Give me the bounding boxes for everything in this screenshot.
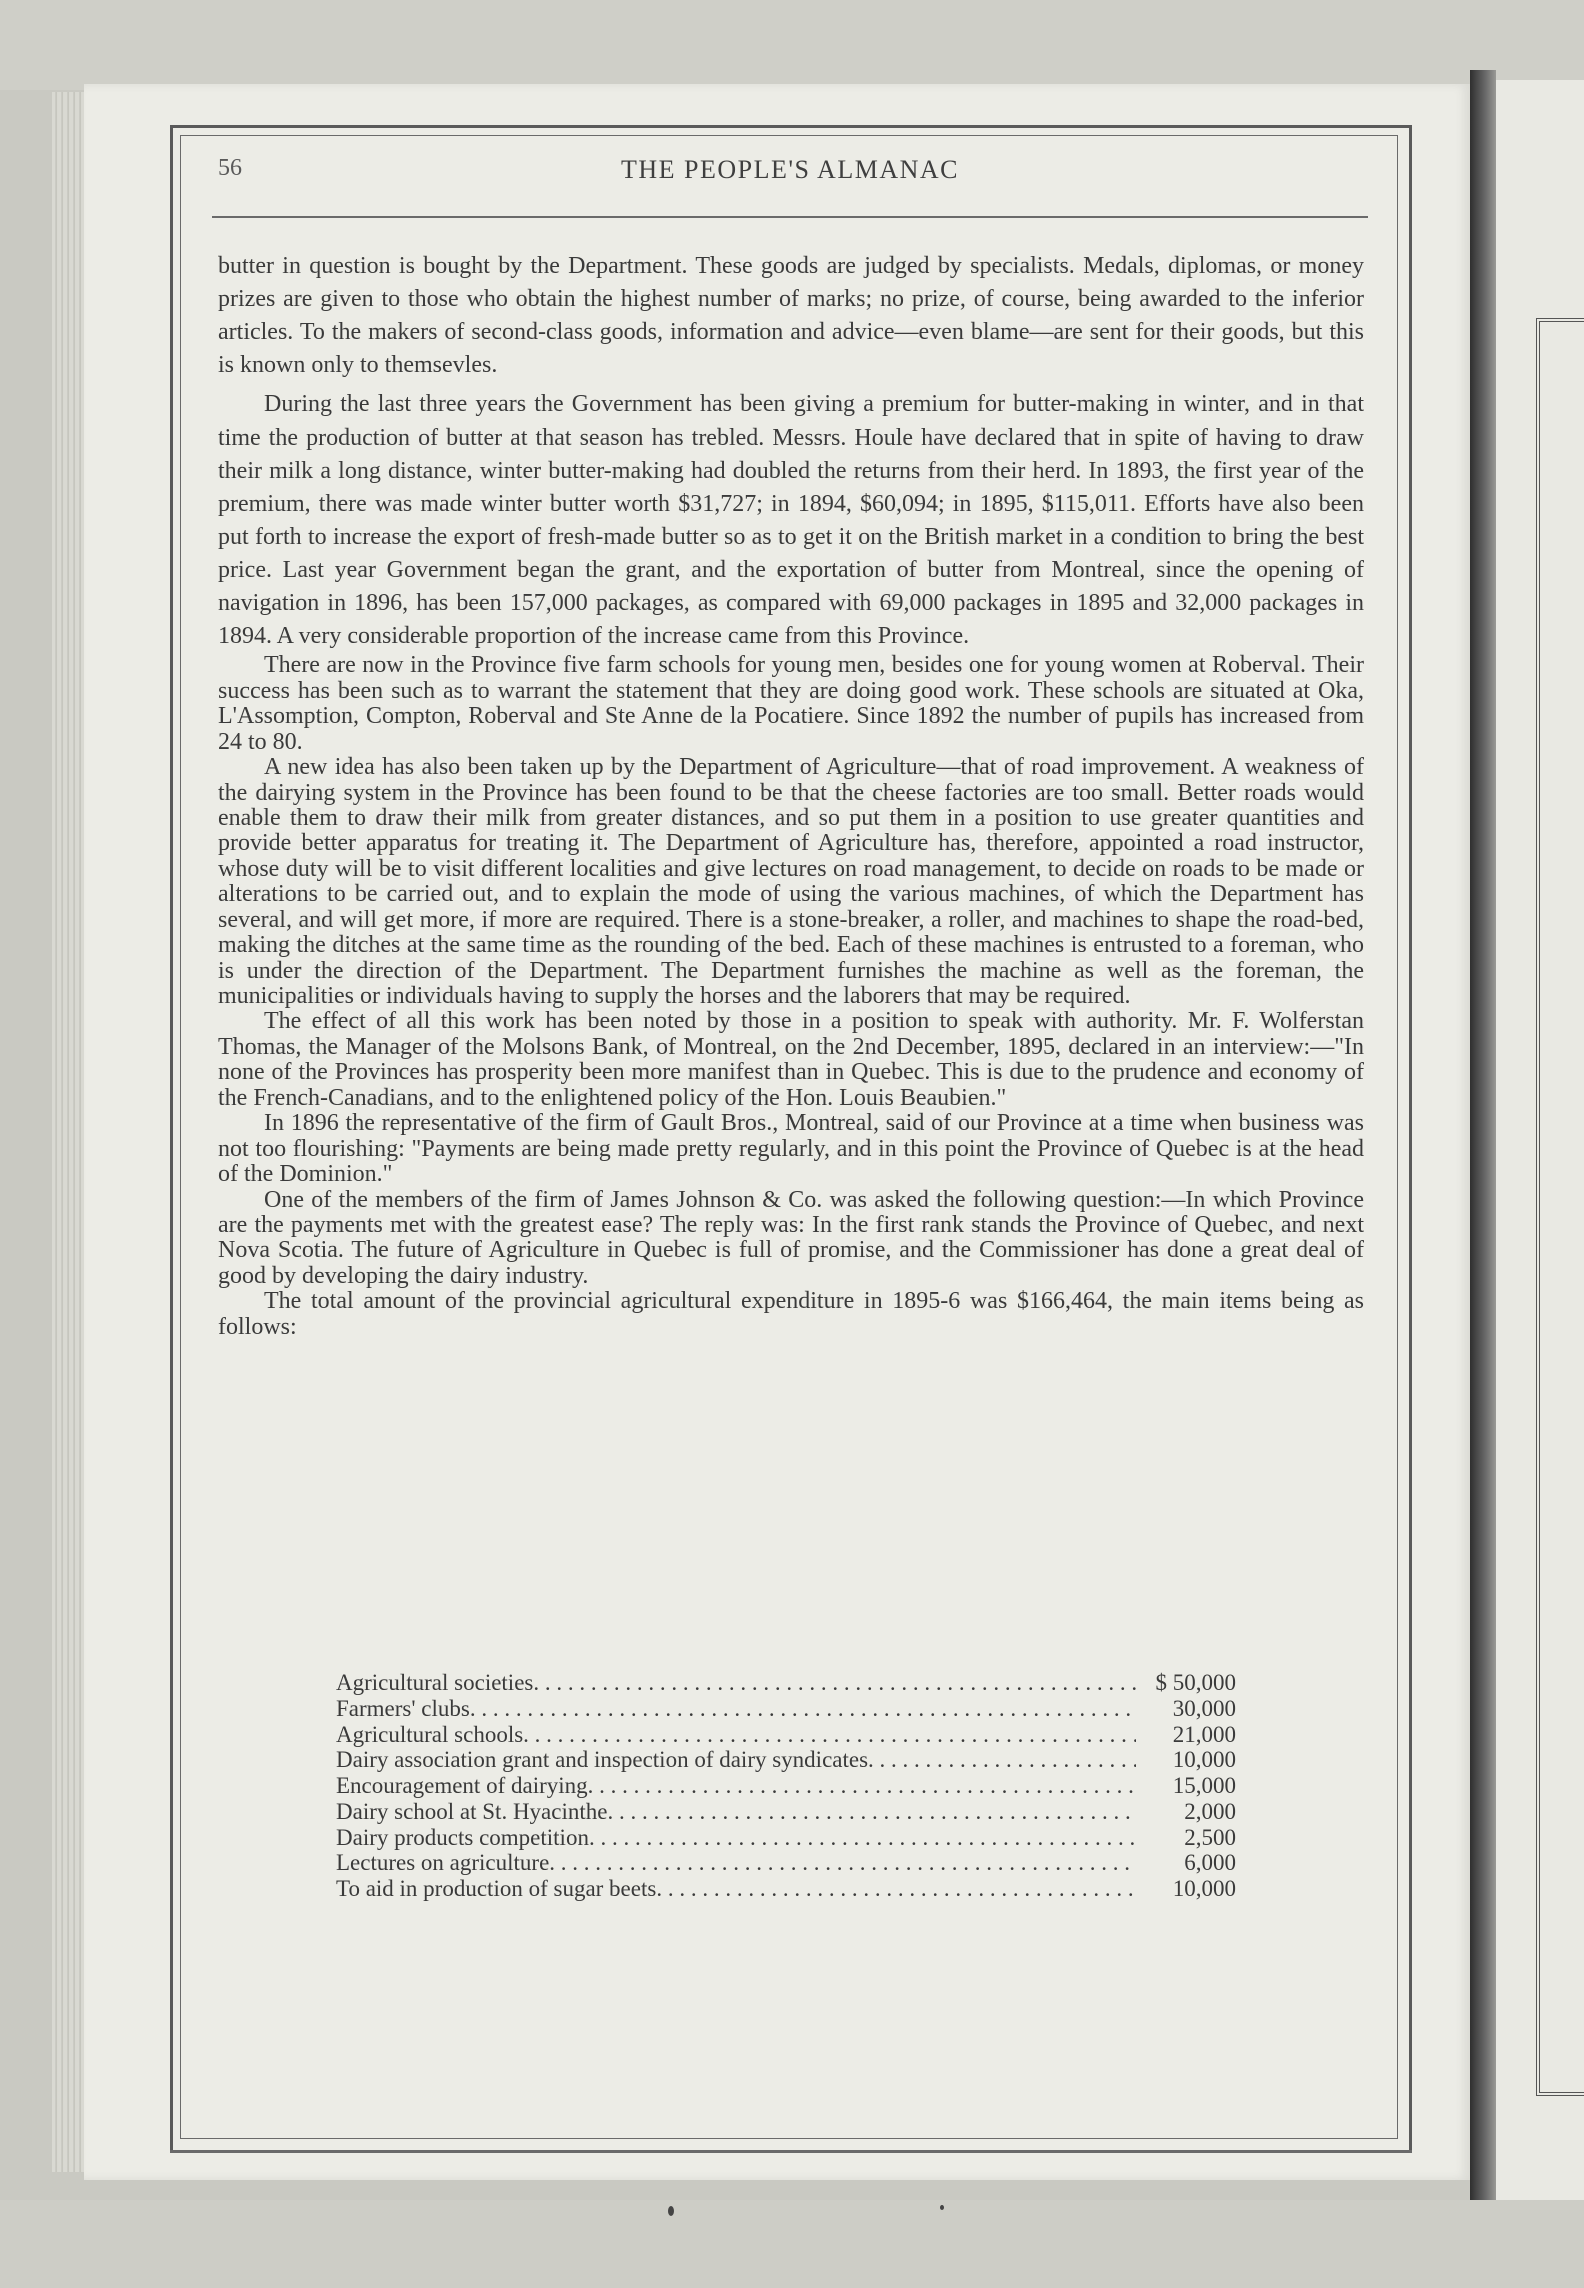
expenditure-table [336, 1670, 1236, 1902]
expenditure-item: Agricultural schools [336, 1721, 524, 1747]
dot-leader [523, 1722, 1136, 1748]
scan-background-bottom [0, 2200, 1584, 2288]
paragraph: There are now in the Province five farm schools for young men, besides one for young women at Roberval. Their success has been such as to warrant the statement that they are doing good work. These schools are situated at Oka, L'Assomption, Compton, Roberval and Ste Anne de la Pocatiere. Since 1892 the number of pupils has increased from 24 to 80. [218, 652, 1364, 755]
body-text [218, 250, 1364, 1340]
expenditure-amount: 6,000 [1184, 1850, 1236, 1876]
expenditure-row [336, 1850, 1236, 1876]
dot-leader [656, 1876, 1136, 1902]
expenditure-amount: 10,000 [1172, 1876, 1236, 1901]
expenditure-item: Farmers' clubs [336, 1695, 470, 1721]
expenditure-item: Encouragement of dairying [336, 1773, 588, 1798]
expenditure-amount: 10,000 [1172, 1747, 1236, 1773]
page-stack-edge [52, 92, 84, 2172]
expenditure-item: Dairy products competition [336, 1824, 589, 1850]
book-gutter [1470, 70, 1496, 2200]
dot-leader [533, 1670, 1136, 1696]
scan-background-top [0, 0, 1584, 90]
scan-speck [940, 2205, 944, 2210]
dot-leader [589, 1825, 1136, 1851]
expenditure-item: Dairy association grant and inspection of dairy syndicates [336, 1747, 869, 1773]
expenditure-row [336, 1773, 1236, 1799]
expenditure-row [336, 1747, 1236, 1773]
paragraph: A new idea has also been taken up by the Department of Agriculture—that of road improvement. A weakness of the dairying system in the Province has been found to be that the cheese factories are too small. Better roads would enable them to draw their milk from greater distances, and so put them in a position to use greater quantities and provide better apparatus for treating it. The Department of Agriculture has, therefore, appointed a road instructor, whose duty will be to visit different localities and give lectures on road management, to decide on roads to be made or alterations to be carried out, and to explain the mode of using the various machines, of which the Department has several, and will get more, if more are required. There is a stone-breaker, a roller, and machines to shape the road-bed, making the ditches at the same time as the rounding of the bed. Each of these machines is entrusted to a foreman, who is under the direction of the Department. The Department furnishes the machine as well as the foreman, the municipalities or individuals having to supply the horses and the laborers that may be required. [218, 754, 1364, 1009]
expenditure-row [336, 1799, 1236, 1825]
paragraph: butter in question is bought by the Department. These goods are judged by specialists. Medals, diplomas, or money prizes are given to those who obtain the highest number of marks; no prize, of course, being awarded to the inferior articles. To the makers of second-class goods, information and advice—even blame—are sent for their goods, but this is known only to themsevles. [218, 253, 1364, 379]
dot-leader [607, 1799, 1136, 1825]
paragraph: In 1896 the representative of the firm of Gault Bros., Montreal, said of our Province at a time when business was not too flourishing: "Payments are being made pretty regularly, and in this point the Province of Quebec is at the head of the Dominion." [218, 1110, 1364, 1188]
dot-leader [588, 1773, 1136, 1799]
page-number: 56 [218, 155, 242, 181]
expenditure-row [336, 1722, 1236, 1748]
expenditure-item: Lectures on agriculture [336, 1850, 550, 1876]
expenditure-amount: $ 50,000 [1155, 1670, 1236, 1695]
facing-page-frame [1536, 318, 1584, 2096]
expenditure-item: To aid in production of sugar beets [336, 1876, 657, 1901]
expenditure-item: Dairy school at St. Hyacinthe [336, 1798, 608, 1824]
expenditure-row [336, 1696, 1236, 1722]
expenditure-amount: 2,500 [1184, 1824, 1236, 1850]
dot-leader [549, 1850, 1136, 1876]
paragraph: During the last three years the Government has been giving a premium for butter-making in winter, and in that time the production of butter at that season has trebled. Messrs. Houle have declared that in spite of having to draw their milk a long distance, winter butter-making had doubled the returns from their herd. In 1893, the first year of the premium, there was made winter butter worth $31,727; in 1894, $60,094; in 1895, $115,011. Efforts have also been put forth to increase the export of fresh-made butter so as to get it on the British market in a condition to bring the best price. Last year Government began the grant, and the exportation of butter from Montreal, since the opening of navigation in 1896, has been 157,000 packages, as compared with 69,000 packages in 1895 and 32,000 packages in 1894. A very considerable proportion of the increase came from this Province. [218, 391, 1364, 650]
expenditure-amount: 30,000 [1172, 1695, 1236, 1721]
frame-bottom-rule [170, 2150, 1412, 2153]
expenditure-amount: 21,000 [1172, 1721, 1236, 1747]
expenditure-row [336, 1876, 1236, 1902]
expenditure-row [336, 1825, 1236, 1851]
paragraph: The effect of all this work has been noted by those in a position to speak with authority. Mr. F. Wolferstan Thomas, the Manager of the Molsons Bank, of Montreal, on the 2nd December, 1895, declared in an interview:—"In none of the Provinces has prosperity been more manifest than in Quebec. This is due to the prudence and economy of the French-Canadians, and to the enlightened policy of the Hon. Louis Beaubien." [218, 1008, 1364, 1111]
expenditure-amount: 15,000 [1172, 1773, 1236, 1798]
dot-leader [470, 1696, 1136, 1722]
header-rule [212, 216, 1368, 218]
running-head: THE PEOPLE'S ALMANAC [620, 155, 960, 184]
expenditure-amount: 2,000 [1184, 1798, 1236, 1824]
expenditure-item: Agricultural societies [336, 1670, 534, 1695]
paragraph: One of the members of the firm of James Johnson & Co. was asked the following question:—In which Province are the payments met with the greatest ease? The reply was: In the first rank stands the Province of Quebec, and next Nova Scotia. The future of Agriculture in Quebec is full of promise, and the Commissioner has done a great deal of good by developing the dairy industry. [218, 1186, 1364, 1289]
dot-leader [868, 1747, 1136, 1773]
scan-speck [668, 2206, 674, 2216]
expenditure-row [336, 1670, 1236, 1696]
paragraph: The total amount of the provincial agricultural expenditure in 1895-6 was $166,464, the main items being as follows: [218, 1288, 1364, 1340]
